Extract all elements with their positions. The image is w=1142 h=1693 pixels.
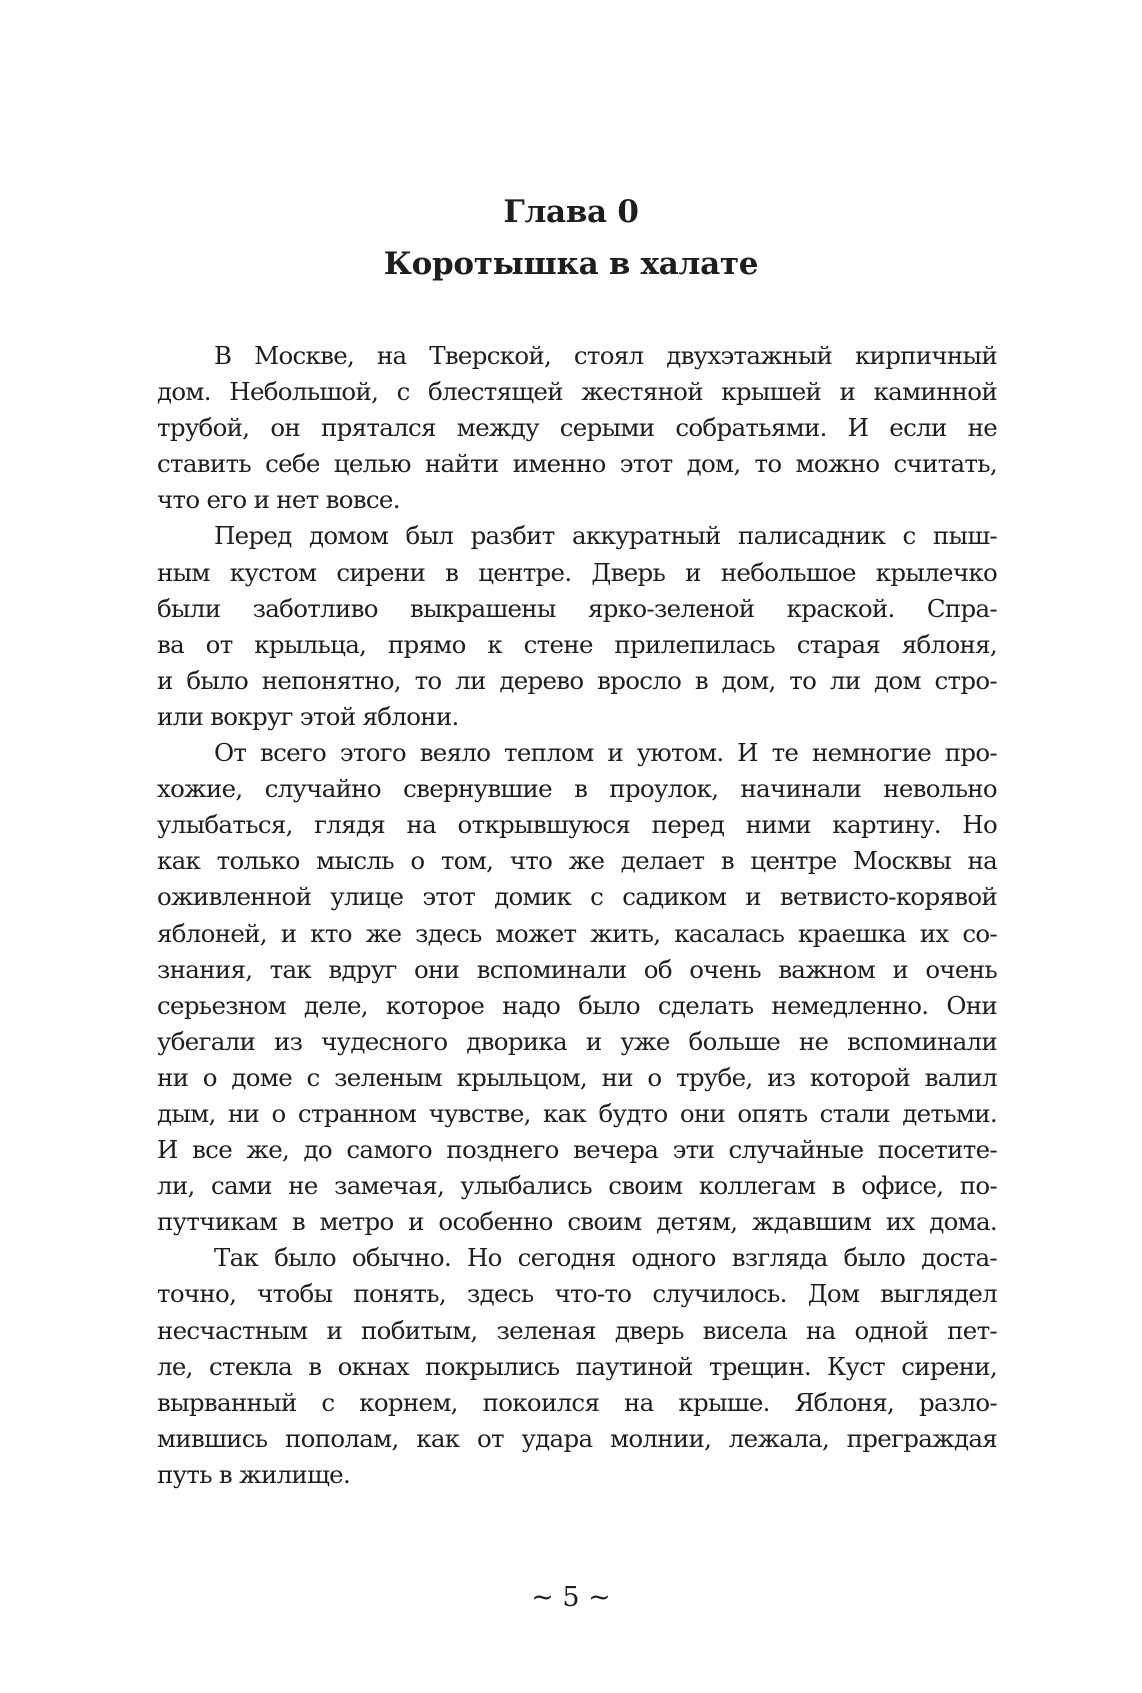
chapter-body xyxy=(157,338,997,1493)
text-line: ным кустом сирени в центре. Дверь и небольшое крылечко xyxy=(157,557,997,587)
text-line: ва от крыльца, прямо к стене прилепилась старая яблоня, xyxy=(157,629,997,659)
text-line: ле, стекла в окнах покрылись паутиной трещин. Куст сирени, xyxy=(157,1351,997,1381)
text-line: и было непонятно, то ли дерево вросло в дом, то ли дом стро- xyxy=(157,665,997,695)
text-line: мившись пополам, как от удара молнии, лежала, преграждая xyxy=(157,1423,997,1453)
text-line: ставить себе целью найти именно этот дом, то можно считать, xyxy=(157,449,997,479)
page-number: ~ 5 ~ xyxy=(531,1582,611,1613)
text-line: серьезном деле, которое надо было сделать немедленно. Они xyxy=(157,990,997,1020)
text-line: дом. Небольшой, с блестящей жестяной крышей и каминной xyxy=(157,377,997,407)
text-line: путь в жилище. xyxy=(157,1459,351,1489)
chapter-title: Коротышка в халате xyxy=(383,246,759,282)
chapter-heading xyxy=(0,186,1142,290)
text-line: От всего этого веяло теплом и уютом. И те немногие про- xyxy=(214,738,997,768)
text-line: хожие, случайно свернувшие в проулок, начинали невольно xyxy=(157,774,997,804)
text-line: что его и нет вовсе. xyxy=(157,485,400,515)
text-line: В Москве, на Тверской, стоял двухэтажный кирпичный xyxy=(214,341,997,370)
text-line: точно, чтобы понять, здесь что-то случилось. Дом выглядел xyxy=(157,1279,997,1309)
text-line: путчикам в метро и особенно своим детям, ждавшим их дома. xyxy=(157,1207,997,1237)
text-line: знания, так вдруг они вспоминали об очень важном и очень xyxy=(157,954,997,984)
text-line: вырванный с корнем, покоился на крыше. Яблоня, разло- xyxy=(157,1387,997,1417)
chapter-number: Глава 0 xyxy=(503,194,639,230)
text-line: И все же, до самого позднего вечера эти случайные посетите- xyxy=(157,1135,997,1165)
text-line: Так было обычно. Но сегодня одного взгляда было доста- xyxy=(214,1243,997,1273)
text-line: трубой, он прятался между серыми собратьями. И если не xyxy=(157,413,997,443)
text-line: ли, сами не замечая, улыбались своим коллегам в офисе, по- xyxy=(157,1171,997,1201)
text-line: оживленной улице этот домик с садиком и ветвисто-корявой xyxy=(157,882,997,912)
text-line: улыбаться, глядя на открывшуюся перед ними картину. Но xyxy=(157,810,997,840)
text-line: или вокруг этой яблони. xyxy=(157,701,459,731)
text-line: Перед домом был разбит аккуратный палисадник с пыш- xyxy=(214,521,997,551)
text-line: дым, ни о странном чувстве, как будто они опять стали детьми. xyxy=(157,1098,997,1128)
text-line: несчастным и побитым, зеленая дверь висела на одной пет- xyxy=(157,1315,997,1345)
text-line: убегали из чудесного дворика и уже больше не вспоминали xyxy=(157,1026,997,1056)
text-line: как только мысль о том, что же делает в центре Москвы на xyxy=(157,846,997,876)
text-line: ни о доме с зеленым крыльцом, ни о трубе, из которой валил xyxy=(157,1062,997,1092)
text-line: были заботливо выкрашены ярко-зеленой краской. Спра- xyxy=(157,593,997,623)
text-line: яблоней, и кто же здесь может жить, касалась краешка их со- xyxy=(157,918,997,948)
